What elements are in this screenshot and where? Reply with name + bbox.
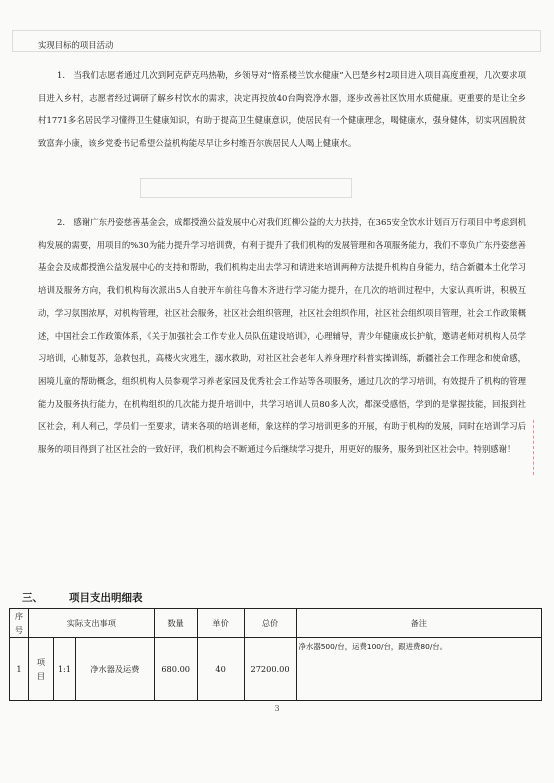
- bleed-through-table-mid: [140, 178, 352, 198]
- table-header-row: [10, 609, 542, 638]
- section-label: 实现目标的项目活动: [38, 40, 114, 50]
- table-row: [10, 638, 542, 701]
- header-item: 实际支出事项: [28, 609, 154, 638]
- cell-sub: 1:1: [53, 638, 75, 701]
- header-qty: 数量: [154, 609, 197, 638]
- cell-item: 净水器及运费: [75, 638, 154, 701]
- header-note: 备注: [296, 609, 541, 638]
- cell-seq: 1: [10, 638, 29, 701]
- cell-unit-price: 40: [197, 638, 244, 701]
- header-total: 总价: [244, 609, 296, 638]
- page-number: 3: [274, 704, 280, 713]
- cell-note: 净水器500/台，运费100/台，跟进费80/台。: [296, 638, 541, 701]
- section-3-number: 三、: [22, 592, 43, 604]
- seal-edge-mark: [533, 420, 552, 475]
- cell-qty: 680.00: [154, 638, 197, 701]
- header-seq: 序号: [10, 609, 29, 638]
- cell-total: 27200.00: [244, 638, 296, 701]
- cell-category: 项目: [28, 638, 53, 701]
- section-3-heading: [22, 590, 143, 605]
- section-3-title: 项目支出明细表: [69, 592, 143, 604]
- expense-table: [9, 608, 542, 701]
- header-unit-price: 单价: [197, 609, 244, 638]
- paragraph-1: 1. 当我们志愿者通过几次到阿克萨克玛热勒，乡领导对“惰系楼兰饮水健康”入巴楚乡村2项目进入项目高度重视，几次要求项目进入乡村，志愿者经过调研了解乡村饮水的需求，决定再投放40台陶瓷净水器，逐步改善社区饮用水质健康。更重要的是让全乡村1771多名居民学习懂得卫生健康知识，有助于提高卫生健康意识，使居民有一个健康理念，喝健康水，强身健体，切实巩固脱贫致富奔小康，该乡党委书记希望公益机构能尽早让乡村维吾尔族居民人人喝上健康水。: [38, 70, 526, 149]
- paragraph-2: 2. 感谢广东丹姿慈善基金会，成都授渔公益发展中心对我们红柳公益的大力扶持，在365安全饮水计划百万行项目中考虑到机构发展的需要，用项目的%30为能力提升学习培训费，有利于提升了我们机构的发展管理和各项服务能力，我们不辜负广东丹姿慈善基金会及成都授渔公益发展中心的支持和帮助，我们机构走出去学习和请进来培训两种方法提升机构自身能力，结合新疆本土化学习培训及服务方向，我们机构每次派出5人自驶开车前往乌鲁木齐进行学习能力提升，在几次的培训过程中，大家认真听讲，积极互动，学习氛围浓厚，对机构管理，社区社会服务，社区社会组织管理，社区社会组织作用，社区社会组织项目管理，社会工作政策概述，中国社会工作政策体系，《关于加强社会工作专业人员队伍建设培训》，心理辅导，青少年健康成长护航，邀请老师对机构人员学习培训，心肺复苏，急救包扎，高楼火灾逃生，溺水救助，对社区社会老年人养身理疗科普实操训练，新疆社会工作理念和使命感，困境儿童的帮助概念，组织机构人员参观学习养老家园及优秀社会工作站等各项服务，通过几次的学习培训，有效提升了机构的管理能力及服务执行能力，在机构组织的几次能力提升培训中，共学习培训人员80多人次，都深受感悟，学到的是掌握技能，回报到社区社会，利人利己，学员们一至要求，请来各项的培训老师，象这样的学习培训更多的开展，有助于机构的发展，同时在培训学习后服务的项目得到了社区社会的一致好评，我们机构会不断通过今后继续学习提升，用更好的服务，服务到社区社会中。特别感谢！: [38, 217, 526, 455]
